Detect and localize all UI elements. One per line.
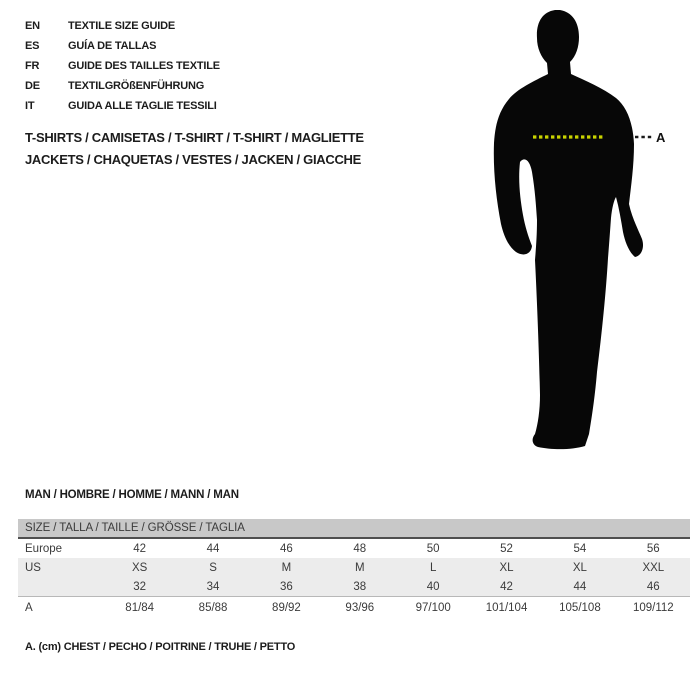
size-cell: 34	[206, 580, 220, 593]
size-cell: M	[355, 561, 365, 574]
size-cell: 89/92	[272, 601, 301, 614]
table-row-us-numeric	[18, 577, 690, 596]
language-label: TEXTILE SIZE GUIDE	[68, 20, 176, 32]
table-row-europe	[18, 539, 690, 558]
language-label: TEXTILGRÖßENFÜHRUNG	[68, 80, 205, 92]
size-cell: 52	[500, 542, 513, 555]
measurement-footnote: A. (cm) CHEST / PECHO / POITRINE / TRUHE / PETTO	[25, 641, 296, 653]
size-cell: 46	[646, 580, 660, 593]
size-cell: 50	[426, 542, 440, 555]
table-row-us	[18, 558, 690, 577]
language-code: EN	[25, 20, 40, 32]
size-cell: 105/108	[559, 601, 601, 614]
table-row-chest-cm	[18, 596, 690, 618]
row-label: Europe	[25, 542, 63, 555]
size-cell: 42	[500, 580, 513, 593]
size-cell: XXL	[642, 561, 665, 574]
category-tshirts: T-SHIRTS / CAMISETAS / T-SHIRT / T-SHIRT / MAGLIETTE	[25, 130, 364, 145]
measure-a-label: A	[656, 130, 666, 145]
size-cell: 81/84	[125, 601, 155, 614]
garment-categories	[25, 127, 364, 171]
category-jackets: JACKETS / CHAQUETAS / VESTES / JACKEN / GIACCHE	[25, 152, 361, 167]
size-cell: 48	[353, 542, 367, 555]
language-label: GUÍA DE TALLAS	[68, 40, 157, 52]
size-cell: XL	[499, 561, 514, 574]
size-cell: 44	[573, 580, 587, 593]
size-cell: L	[429, 561, 437, 574]
man-silhouette-figure	[480, 0, 680, 460]
language-row-fr	[25, 56, 220, 76]
row-label: US	[25, 561, 41, 574]
size-cell: 85/88	[198, 601, 228, 614]
size-cell: 46	[280, 542, 293, 555]
language-code: DE	[25, 80, 40, 92]
man-silhouette	[494, 10, 643, 449]
language-row-es	[25, 36, 220, 56]
size-cell: 93/96	[345, 601, 375, 614]
language-row-it	[25, 96, 220, 116]
size-cell: XS	[132, 561, 148, 574]
size-cell: 44	[206, 542, 220, 555]
size-cell: 38	[353, 580, 367, 593]
size-table-header: SIZE / TALLA / TAILLE / GRÖSSE / TAGLIA	[18, 519, 690, 539]
size-cell: S	[209, 561, 217, 574]
size-table	[18, 519, 690, 618]
size-cell: 32	[133, 580, 147, 593]
size-cell: 97/100	[415, 601, 451, 614]
language-code: IT	[25, 100, 35, 112]
size-cell: 40	[426, 580, 440, 593]
section-title-man: MAN / HOMBRE / HOMME / MANN / MAN	[25, 489, 239, 501]
language-code: ES	[25, 40, 40, 52]
size-cell: 36	[280, 580, 293, 593]
size-cell: 54	[573, 542, 587, 555]
language-code: FR	[25, 60, 40, 72]
row-label: A	[25, 601, 33, 614]
language-label: GUIDA ALLE TAGLIE TESSILI	[68, 100, 217, 112]
size-cell: XL	[572, 561, 587, 574]
size-cell: 101/104	[485, 601, 528, 614]
size-cell: M	[281, 561, 292, 574]
size-cell: 42	[133, 542, 147, 555]
language-list	[25, 16, 220, 116]
language-row-de	[25, 76, 220, 96]
size-cell: 109/112	[632, 601, 674, 614]
language-row-en	[25, 16, 220, 36]
size-cell: 56	[646, 542, 660, 555]
language-label: GUIDE DES TAILLES TEXTILE	[68, 60, 220, 72]
